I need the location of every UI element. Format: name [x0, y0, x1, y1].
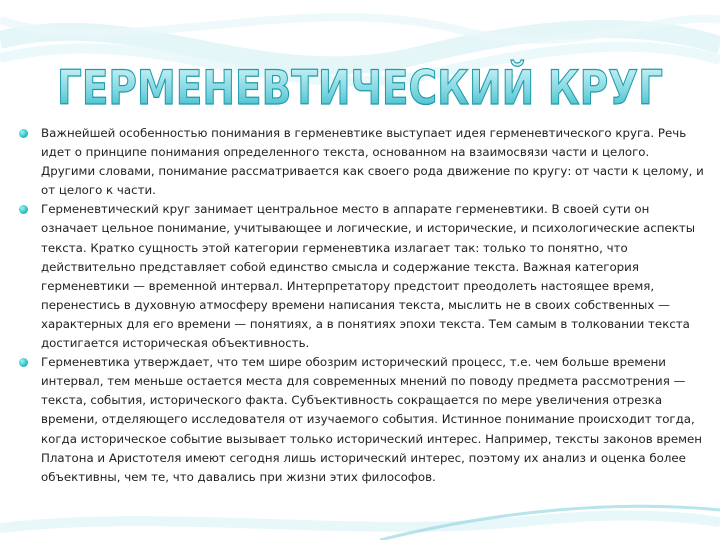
bullet-dot-icon	[19, 358, 28, 367]
bullet-text: Герменевтический круг занимает центральное место в аппарате герменевтики. В своей сути он означает цельное понимание, учитывающее и логические, и исторические, и психологические аспекты текста. Кратко сущность этой категории герменевтика излагает так: только то понятно, что действительно представляет собой единство смысла и содержание текста. Важная категория герменевтики — временной интервал. Интерпретатору предстоит преодолеть настоящее время, перенестись в духовную атмосферу времени написания текста, мыслить не в своих собственных — характерных для его времени — понятиях, а в понятиях эпохи текста. Тем самым в толковании текста достигается историческая объективность.	[41, 202, 696, 351]
bullet-item	[16, 353, 706, 487]
decorative-wave-bottom	[0, 470, 720, 540]
bullet-dot-icon	[19, 129, 28, 138]
slide-title-text: ГЕРМЕНЕВТИЧЕСКИЙ КРУГ	[57, 61, 663, 116]
bullet-text: Герменевтика утверждает, что тем шире обозрим исторический процесс, т.е. чем больше времени интервал, тем меньше остается места для современных мнений по поводу предмета рассмотрения — текста, события, исторического факта. Субъективность сокращается по мере увеличения отрезка времени, отделяющего исследователя от изучаемого события. Истинное понимание происходит тогда, когда историческое событие вызывает только исторический интерес. Например, тексты законов времен Платона и Аристотеля имеют сегодня лишь исторический интерес, поэтому их анализ и оценка более объективны, чем те, что давались при жизни этих философов.	[41, 355, 702, 484]
slide-title-graphic	[0, 58, 720, 118]
bullet-dot-icon	[19, 205, 28, 214]
bullet-text: Важнейшей особенностью понимания в герменевтике выступает идея герменевтического круга. Речь идет о принципе понимания определенного текста, основанном на взаимосвязи части и целого. Другими словами, понимание рассматривается как своего рода движение по кругу: от части к целому, и от целого к части.	[41, 126, 704, 198]
slide-title	[0, 58, 720, 118]
bullet-list	[16, 124, 706, 487]
slide-body	[16, 124, 706, 487]
bullet-item	[16, 200, 706, 353]
bullet-item	[16, 124, 706, 200]
wave-line	[0, 516, 720, 528]
